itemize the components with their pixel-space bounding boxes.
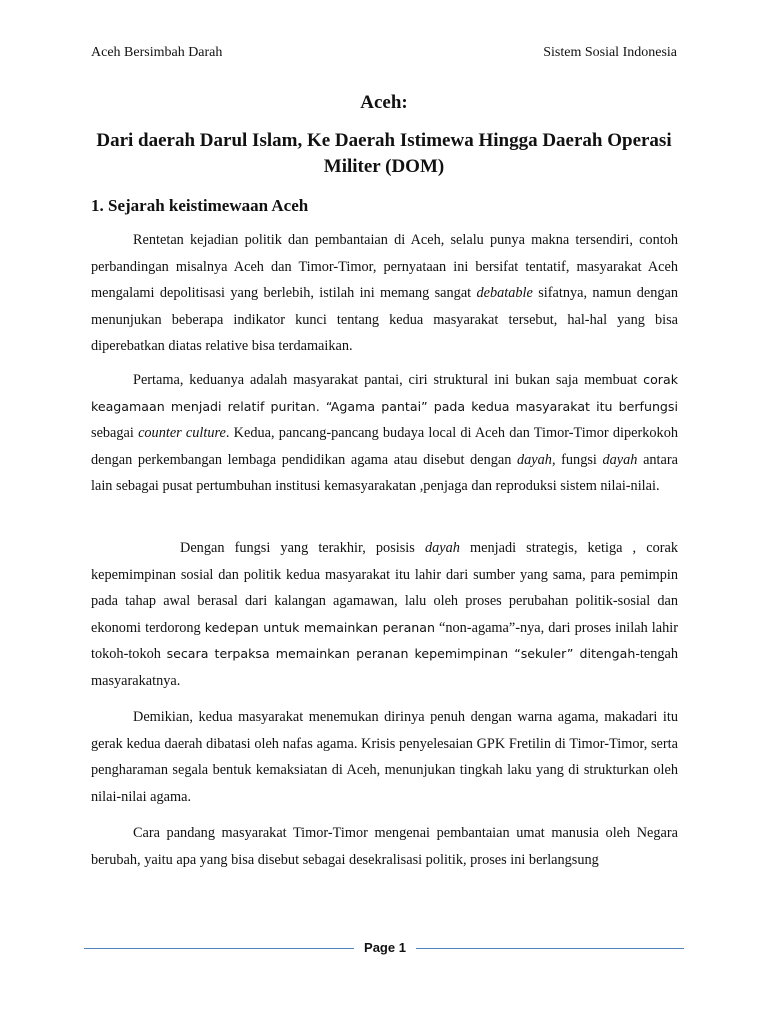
header-left: Aceh Bersimbah Darah [91, 45, 223, 60]
paragraph-text: , fungsi [551, 451, 603, 468]
page-footer [84, 938, 684, 958]
paragraph-text: secara terpaksa memainkan peranan kepemimpinan “sekuler” ditengah- [166, 646, 640, 661]
paragraph-text: tengah masyarakatnya. [91, 646, 678, 689]
paragraph-text: sebagai [91, 425, 139, 441]
paragraph-text: antara lain sebagai pusat pertumbuhan institusi kemasyarakatan ,penjaga dan reproduksi sistem nilai-nilai. [91, 451, 678, 494]
paragraph-text: Pertama, keduanya adalah masyarakat pantai, ciri struktural ini bukan saja membuat [133, 372, 644, 388]
paragraph-text: menjadi strategis, ketiga , corak kepemimpinan sosial dan politik kedua masyarakat itu lahir dari sumber yang sama, para pemimpin pada tahap awal berasal dari kalangan agamawan, lalu oleh proses perubahan politik-sosial dan ekonomi terdorong [91, 540, 678, 636]
footer-rule-right [416, 948, 684, 949]
paragraph-text: Dengan fungsi yang terakhir, posisis [180, 540, 425, 556]
footer-rule-left [84, 948, 354, 949]
paragraph-4 [91, 704, 678, 810]
italic-term: counter culture [138, 425, 226, 441]
paragraph-text: corak keagamaan menjadi relatif puritan. “Agama pantai” pada kedua masyarakat itu berfungsi [91, 372, 678, 414]
paragraph-text: Demikian, kedua masyarakat menemukan dirinya penuh dengan warna agama, makadari itu gerak kedua daerah dibatasi oleh nafas agama. Krisis penyelesaian GPK Fretilin di Timor-Timor, serta pengharaman segala bentuk kemaksiatan di Aceh, menunjukan tingkah laku yang di strukturkan oleh nilai-nilai agama. [91, 709, 678, 805]
paragraph-text: “non-agama”-nya, dari proses inilah lahir tokoh-tokoh [91, 619, 678, 662]
document-subtitle: Dari daerah Darul Islam, Ke Daerah Istimewa Hingga Daerah Operasi Militer (DOM) [96, 130, 672, 177]
running-header [91, 44, 677, 62]
page-number: Page 1 [364, 940, 406, 955]
document-title: Aceh: [360, 92, 408, 113]
section-heading: 1. Sejarah keistimewaan Aceh [91, 196, 309, 215]
italic-term: dayah [424, 540, 460, 556]
paragraph-text: Cara pandang masyarakat Timor-Timor mengenai pembantaian umat manusia oleh Negara berubah, yaitu apa yang bisa disebut sebagai desekralisasi politik, proses ini berlangsung [91, 825, 678, 868]
header-right: Sistem Sosial Indonesia [543, 45, 677, 60]
paragraph-text: kedepan untuk memainkan peranan [204, 619, 435, 635]
paragraph-3 [91, 535, 678, 694]
paragraph-5 [91, 820, 678, 873]
paragraph-text: sifatnya, namun dengan menunjukan beberapa indikator kunci tentang kedua masyarakat tersebut, hal-hal yang bisa diperebatkan diatas relative bisa terdamaikan. [91, 285, 678, 354]
paragraph-1 [91, 227, 678, 360]
paragraph-text: Rentetan kejadian politik dan pembantaian di Aceh, selalu punya makna tersendiri, contoh perbandingan misalnya Aceh dan Timor-Timor, pernyataan ini bersifat tentatif, masyarakat Aceh mengalami depolitisasi yang berlebih, istilah ini memang sangat [91, 232, 678, 301]
italic-term: dayah [517, 451, 552, 468]
paragraph-2 [91, 367, 678, 500]
italic-term: debatable [476, 285, 533, 301]
italic-term: dayah [602, 451, 638, 468]
paragraph-text: . Kedua, pancang-pancang budaya local di Aceh dan Timor-Timor diperkokoh dengan perkembangan lembaga pendidikan agama atau disebut dengan [91, 425, 678, 468]
